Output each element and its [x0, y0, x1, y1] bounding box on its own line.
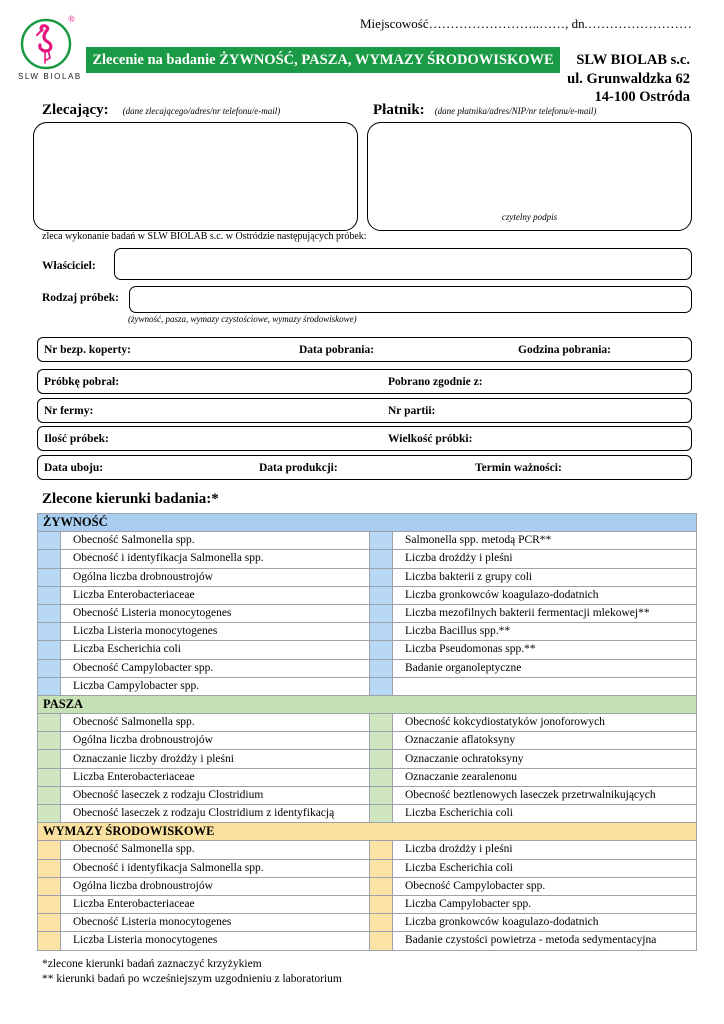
- test-checkbox[interactable]: [38, 641, 61, 659]
- test-checkbox[interactable]: [370, 877, 393, 895]
- test-name: Oznaczanie liczby drożdży i pleśni: [61, 750, 370, 768]
- test-name: Liczba Escherichia coli: [393, 805, 697, 823]
- test-name: Liczba Enterobacteriaceae: [61, 586, 370, 604]
- lab-street: ul. Grunwaldzka 62: [567, 70, 690, 87]
- sample-type-hint: (żywność, pasza, wymazy czystościowe, wymazy środowiskowe): [128, 314, 357, 324]
- test-name: Liczba Escherichia coli: [393, 859, 697, 877]
- payer-header: [373, 101, 596, 119]
- test-row: [38, 841, 697, 859]
- test-checkbox[interactable]: [370, 586, 393, 604]
- test-name: Ogólna liczba drobnoustrojów: [61, 568, 370, 586]
- test-checkbox[interactable]: [38, 877, 61, 895]
- test-name: Liczba Campylobacter spp.: [393, 895, 697, 913]
- test-checkbox[interactable]: [370, 641, 393, 659]
- test-name: Liczba bakterii z grupy coli: [393, 568, 697, 586]
- test-checkbox[interactable]: [38, 714, 61, 732]
- test-checkbox[interactable]: [38, 768, 61, 786]
- sample-size-label: Wielkość próbki:: [388, 432, 473, 445]
- count-row[interactable]: [37, 426, 692, 451]
- test-row: [38, 750, 697, 768]
- test-checkbox[interactable]: [38, 786, 61, 804]
- test-row: [38, 714, 697, 732]
- test-name: Liczba Bacillus spp.**: [393, 623, 697, 641]
- test-name: Liczba Pseudomonas spp.**: [393, 641, 697, 659]
- envelope-row[interactable]: [37, 337, 692, 362]
- test-row: [38, 805, 697, 823]
- test-name: Obecność Salmonella spp.: [61, 532, 370, 550]
- tests-title: Zlecone kierunki badania:*: [42, 491, 219, 507]
- signature-hint: czytelny podpis: [501, 212, 558, 222]
- order-statement: zleca wykonanie badań w SLW BIOLAB s.c. w Ostródzie następujących próbek:: [42, 231, 367, 242]
- sample-count-label: Ilość próbek:: [44, 432, 109, 445]
- test-row: [38, 786, 697, 804]
- client-header: [42, 101, 280, 119]
- test-checkbox[interactable]: [370, 550, 393, 568]
- test-row: [38, 604, 697, 622]
- test-row: [38, 932, 697, 950]
- collection-time-label: Godzina pobrania:: [518, 343, 611, 356]
- test-name: Badanie czystości powietrza - metoda sedymentacyjna: [393, 932, 697, 950]
- client-label: Zlecający:: [42, 102, 109, 118]
- section-title: WYMAZY ŚRODOWISKOWE: [38, 823, 697, 841]
- collection-date-label: Data pobrania:: [299, 343, 375, 356]
- test-checkbox[interactable]: [38, 841, 61, 859]
- test-checkbox[interactable]: [370, 623, 393, 641]
- lab-city: 14-100 Ostróda: [594, 89, 690, 105]
- tests-table: [37, 513, 697, 951]
- collected-per-label: Pobrano zgodnie z:: [388, 375, 483, 388]
- test-name: Oznaczanie aflatoksyny: [393, 732, 697, 750]
- owner-field[interactable]: [114, 248, 692, 280]
- test-checkbox[interactable]: [370, 768, 393, 786]
- test-checkbox[interactable]: [38, 750, 61, 768]
- footnote-2: ** kierunki badań po wcześniejszym uzgodnieniu z laboratorium: [42, 973, 342, 985]
- test-name: Liczba Enterobacteriaceae: [61, 768, 370, 786]
- test-name: Ogólna liczba drobnoustrojów: [61, 732, 370, 750]
- test-checkbox[interactable]: [370, 714, 393, 732]
- test-checkbox[interactable]: [38, 659, 61, 677]
- test-checkbox[interactable]: [38, 550, 61, 568]
- test-name: Ogólna liczba drobnoustrojów: [61, 877, 370, 895]
- test-name: Liczba Campylobacter spp.: [61, 677, 370, 695]
- sample-type-field[interactable]: [129, 286, 692, 313]
- test-name: Liczba Listeria monocytogenes: [61, 932, 370, 950]
- test-name: Obecność Listeria monocytogenes: [61, 604, 370, 622]
- sample-type-label: Rodzaj próbek:: [42, 292, 119, 304]
- test-name: [393, 677, 697, 695]
- test-checkbox[interactable]: [370, 604, 393, 622]
- test-checkbox[interactable]: [370, 841, 393, 859]
- test-checkbox[interactable]: [38, 586, 61, 604]
- test-checkbox[interactable]: [370, 750, 393, 768]
- logo-text: SLW BIOLAB: [18, 72, 82, 81]
- test-checkbox[interactable]: [38, 805, 61, 823]
- client-box[interactable]: [33, 122, 358, 231]
- place-date-line[interactable]: Miejscowość……………………..……, dn.……………………: [360, 16, 692, 31]
- test-checkbox[interactable]: [370, 914, 393, 932]
- test-name: Obecność i identyfikacja Salmonella spp.: [61, 859, 370, 877]
- test-row: [38, 532, 697, 550]
- test-name: Liczba Listeria monocytogenes: [61, 623, 370, 641]
- test-name: Obecność Listeria monocytogenes: [61, 914, 370, 932]
- test-name: Liczba mezofilnych bakterii fermentacji mlekowej**: [393, 604, 697, 622]
- test-row: [38, 914, 697, 932]
- batch-no-label: Nr partii:: [388, 404, 436, 417]
- envelope-no-label: Nr bezp. koperty:: [44, 343, 131, 356]
- payer-label: Płatnik:: [373, 102, 425, 118]
- test-name: Liczba gronkowców koagulazo-dodatnich: [393, 914, 697, 932]
- test-row: [38, 568, 697, 586]
- test-checkbox[interactable]: [370, 677, 393, 695]
- test-row: [38, 677, 697, 695]
- test-checkbox[interactable]: [370, 659, 393, 677]
- test-row: [38, 859, 697, 877]
- test-name: Obecność laseczek z rodzaju Clostridium z identyfikacją: [61, 805, 370, 823]
- payer-box[interactable]: [367, 122, 692, 231]
- collected-by-label: Próbkę pobrał:: [44, 375, 120, 388]
- test-name: Obecność i identyfikacja Salmonella spp.: [61, 550, 370, 568]
- test-name: Liczba Enterobacteriaceae: [61, 895, 370, 913]
- test-row: [38, 877, 697, 895]
- test-name: Badanie organoleptyczne: [393, 659, 697, 677]
- test-checkbox[interactable]: [38, 914, 61, 932]
- test-checkbox[interactable]: [370, 732, 393, 750]
- test-name: Oznaczanie zearalenonu: [393, 768, 697, 786]
- test-name: Salmonella spp. metodą PCR**: [393, 532, 697, 550]
- section-title: ŻYWNOŚĆ: [38, 514, 697, 532]
- collector-row[interactable]: [37, 369, 692, 394]
- dates-row[interactable]: [37, 455, 692, 480]
- test-name: Liczba drożdży i pleśni: [393, 841, 697, 859]
- test-checkbox[interactable]: [370, 932, 393, 950]
- test-checkbox[interactable]: [370, 895, 393, 913]
- slaughter-date-label: Data uboju:: [44, 461, 104, 474]
- section-header: [38, 823, 697, 841]
- section-title: PASZA: [38, 695, 697, 713]
- test-name: Obecność laseczek z rodzaju Clostridium: [61, 786, 370, 804]
- test-checkbox[interactable]: [38, 932, 61, 950]
- test-checkbox[interactable]: [38, 532, 61, 550]
- test-checkbox[interactable]: [370, 786, 393, 804]
- test-name: Obecność Campylobacter spp.: [393, 877, 697, 895]
- slw-biolab-logo: [20, 18, 72, 70]
- section-header: [38, 514, 697, 532]
- test-row: [38, 641, 697, 659]
- test-name: Obecność Salmonella spp.: [61, 714, 370, 732]
- section-header: [38, 695, 697, 713]
- test-checkbox[interactable]: [370, 859, 393, 877]
- lab-name: SLW BIOLAB s.c.: [576, 52, 690, 68]
- test-checkbox[interactable]: [370, 568, 393, 586]
- registered-mark: ®: [68, 14, 75, 24]
- test-name: Obecność beztlenowych laseczek przetrwalnikujących: [393, 786, 697, 804]
- owner-label: Właściciel:: [42, 260, 96, 272]
- test-name: Obecność Campylobacter spp.: [61, 659, 370, 677]
- test-checkbox[interactable]: [38, 677, 61, 695]
- test-checkbox[interactable]: [38, 732, 61, 750]
- test-row: [38, 550, 697, 568]
- client-hint: (dane zlecającego/adres/nr telefonu/e-mail): [122, 106, 281, 116]
- test-checkbox[interactable]: [38, 895, 61, 913]
- test-name: Liczba drożdży i pleśni: [393, 550, 697, 568]
- test-checkbox[interactable]: [38, 604, 61, 622]
- test-name: Obecność Salmonella spp.: [61, 841, 370, 859]
- footnote-1: *zlecone kierunki badań zaznaczyć krzyżykiem: [42, 958, 262, 970]
- form-title-banner: Zlecenie na badanie ŻYWNOŚĆ, PASZA, WYMAZY ŚRODOWISKOWE: [86, 47, 560, 73]
- farm-row[interactable]: [37, 398, 692, 423]
- test-name: Obecność kokcydiostatyków jonoforowych: [393, 714, 697, 732]
- test-row: [38, 623, 697, 641]
- production-date-label: Data produkcji:: [259, 461, 338, 474]
- test-checkbox[interactable]: [38, 859, 61, 877]
- test-name: Liczba gronkowców koagulazo-dodatnich: [393, 586, 697, 604]
- test-row: [38, 895, 697, 913]
- test-row: [38, 586, 697, 604]
- test-name: Oznaczanie ochratoksyny: [393, 750, 697, 768]
- payer-hint: (dane płatnika/adres/NIP/nr telefonu/e-mail): [434, 106, 597, 116]
- test-row: [38, 732, 697, 750]
- expiry-date-label: Termin ważności:: [475, 461, 562, 474]
- test-name: Liczba Escherichia coli: [61, 641, 370, 659]
- test-row: [38, 768, 697, 786]
- test-checkbox[interactable]: [38, 568, 61, 586]
- farm-no-label: Nr fermy:: [44, 404, 94, 417]
- lab-address: [566, 51, 690, 107]
- test-row: [38, 659, 697, 677]
- test-checkbox[interactable]: [38, 623, 61, 641]
- test-checkbox[interactable]: [370, 805, 393, 823]
- test-checkbox[interactable]: [370, 532, 393, 550]
